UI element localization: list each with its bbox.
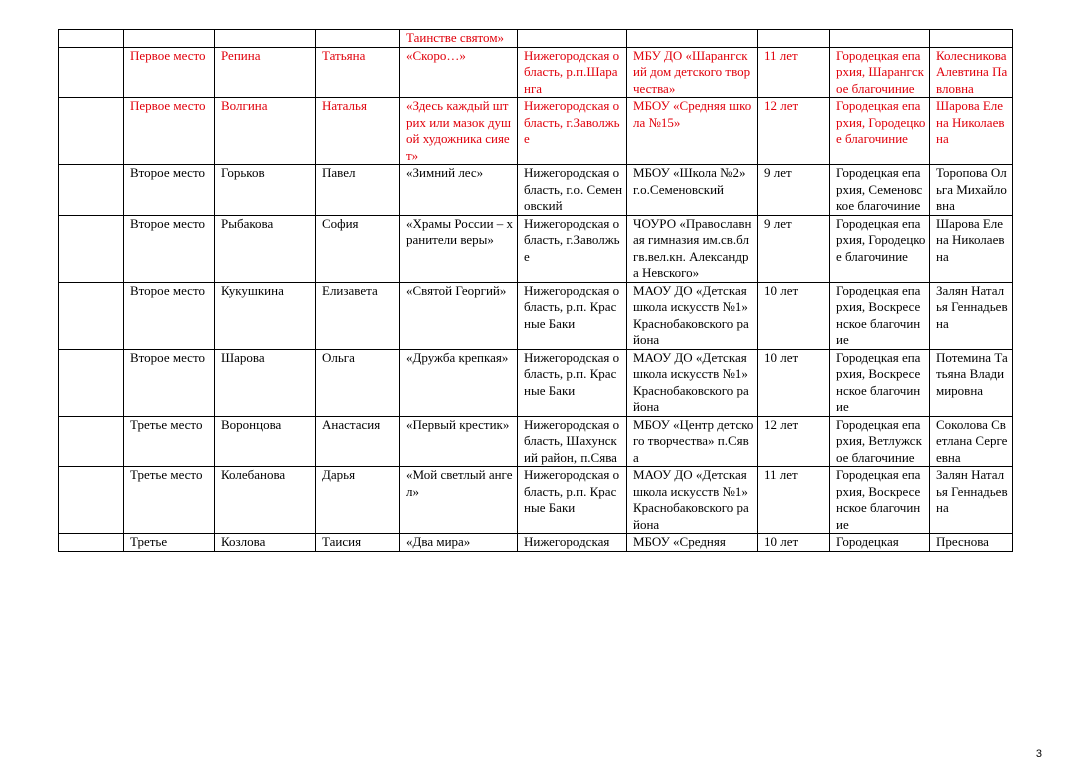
table-cell: Шарова Елена Николаевна (930, 98, 1013, 165)
table-cell (59, 165, 124, 216)
table-cell (59, 416, 124, 467)
table-body (59, 30, 1013, 552)
table-cell: Третье (124, 534, 215, 552)
table-cell (59, 534, 124, 552)
table-cell (59, 98, 124, 165)
table-cell: Нижегородская область, р.п. Красные Баки (518, 282, 627, 349)
table-cell: Рыбакова (215, 215, 316, 282)
table-cell: 10 лет (758, 534, 830, 552)
table-cell: Соколова Светлана Сергеевна (930, 416, 1013, 467)
table-cell: МБОУ «Центр детского творчества» п.Сява (627, 416, 758, 467)
table-cell: Дарья (316, 467, 400, 534)
table-cell: Городецкая (830, 534, 930, 552)
table-cell: Нижегородская область, г.Заволжье (518, 215, 627, 282)
table-cell: МБОУ «Средняя школа №15» (627, 98, 758, 165)
table-cell: Нижегородская (518, 534, 627, 552)
table-cell: «Мой светлый ангел» (400, 467, 518, 534)
table-cell: Городецкая епархия, Воскресенское благочиние (830, 467, 930, 534)
table-cell: Наталья (316, 98, 400, 165)
table-cell: Залян Наталья Геннадьевна (930, 282, 1013, 349)
table-row (59, 215, 1013, 282)
table-cell: Городецкая епархия, Городецкое благочиние (830, 215, 930, 282)
table-cell: «Святой Георгий» (400, 282, 518, 349)
table-cell (59, 47, 124, 98)
table-cell: Второе место (124, 349, 215, 416)
table-cell: «Скоро…» (400, 47, 518, 98)
table-cell: Торопова Ольга Михайловна (930, 165, 1013, 216)
table-cell: Колесникова Алевтина Павловна (930, 47, 1013, 98)
table-cell: Городецкая епархия, Ветлужское благочиние (830, 416, 930, 467)
table-cell: Павел (316, 165, 400, 216)
table-cell: 9 лет (758, 165, 830, 216)
table-row (59, 282, 1013, 349)
table-cell: Первое место (124, 98, 215, 165)
table-cell: Второе место (124, 165, 215, 216)
table-row (59, 349, 1013, 416)
table-cell: Нижегородская область, р.п.Шаранга (518, 47, 627, 98)
table-cell: Третье место (124, 416, 215, 467)
table-cell: Колебанова (215, 467, 316, 534)
table-cell: Городецкая епархия, Городецкое благочиние (830, 98, 930, 165)
table-cell: Нижегородская область, г.Заволжье (518, 98, 627, 165)
table-cell (758, 30, 830, 48)
table-cell: София (316, 215, 400, 282)
page-number: 3 (1035, 748, 1042, 760)
table-row (59, 165, 1013, 216)
table-cell: Нижегородская область, р.п. Красные Баки (518, 467, 627, 534)
table-cell: Потемина Татьяна Владимировна (930, 349, 1013, 416)
table-cell: Анастасия (316, 416, 400, 467)
table-cell (59, 30, 124, 48)
table-cell: Воронцова (215, 416, 316, 467)
table-cell: 9 лет (758, 215, 830, 282)
table-cell (830, 30, 930, 48)
table-cell: 10 лет (758, 349, 830, 416)
table-cell: Репина (215, 47, 316, 98)
table-cell: Второе место (124, 282, 215, 349)
table-cell: Городецкая епархия, Воскресенское благочиние (830, 282, 930, 349)
table-cell (59, 467, 124, 534)
table-row (59, 534, 1013, 552)
table-cell (518, 30, 627, 48)
table-cell: МАОУ ДО «Детская школа искусств №1» Краснобаковского района (627, 282, 758, 349)
table-cell: Второе место (124, 215, 215, 282)
table-cell: МБУ ДО «Шарангский дом детского творчества» (627, 47, 758, 98)
table-cell: 10 лет (758, 282, 830, 349)
table-cell (316, 30, 400, 48)
table-cell: 12 лет (758, 98, 830, 165)
table-cell: 11 лет (758, 47, 830, 98)
table-cell: Шарова (215, 349, 316, 416)
table-cell (59, 349, 124, 416)
table-cell (930, 30, 1013, 48)
table-cell: Третье место (124, 467, 215, 534)
table-cell: «Зимний лес» (400, 165, 518, 216)
table-cell (59, 215, 124, 282)
table-cell: МБОУ «Средняя (627, 534, 758, 552)
table-cell: Городецкая епархия, Шарангское благочиние (830, 47, 930, 98)
table-row (59, 416, 1013, 467)
table-row (59, 98, 1013, 165)
table-cell: МАОУ ДО «Детская школа искусств №1» Краснобаковского района (627, 467, 758, 534)
table-cell (215, 30, 316, 48)
table-cell: Ольга (316, 349, 400, 416)
table-cell: МАОУ ДО «Детская школа искусств №1» Краснобаковского района (627, 349, 758, 416)
table-cell: «Первый крестик» (400, 416, 518, 467)
table-cell: Залян Наталья Геннадьевна (930, 467, 1013, 534)
table-cell: Нижегородская область, Шахунский район, п.Сява (518, 416, 627, 467)
table-cell (59, 282, 124, 349)
table-row (59, 467, 1013, 534)
table-cell: Елизавета (316, 282, 400, 349)
table-cell: Таинстве святом» (400, 30, 518, 48)
table-cell: Волгина (215, 98, 316, 165)
table-cell: Кукушкина (215, 282, 316, 349)
table-row (59, 47, 1013, 98)
table-cell: «Два мира» (400, 534, 518, 552)
table-cell: «Здесь каждый штрих или мазок душой художника сияет» (400, 98, 518, 165)
table-cell: Горьков (215, 165, 316, 216)
table-cell: ЧОУРО «Православная гимназия им.св.блгв.вел.кн. Александра Невского» (627, 215, 758, 282)
table-cell: Шарова Елена Николаевна (930, 215, 1013, 282)
table-cell: Козлова (215, 534, 316, 552)
table-cell: Первое место (124, 47, 215, 98)
table-cell: «Храмы России – хранители веры» (400, 215, 518, 282)
table-cell: Татьяна (316, 47, 400, 98)
table-cell: Таисия (316, 534, 400, 552)
table-cell: 11 лет (758, 467, 830, 534)
table-cell (627, 30, 758, 48)
table-cell: Городецкая епархия, Семеновское благочиние (830, 165, 930, 216)
table-cell: 12 лет (758, 416, 830, 467)
table-row (59, 30, 1013, 48)
table-cell: Нижегородская область, г.о. Семеновский (518, 165, 627, 216)
table-cell: Городецкая епархия, Воскресенское благочиние (830, 349, 930, 416)
table-cell (124, 30, 215, 48)
table-cell: Преснова (930, 534, 1013, 552)
table-cell: МБОУ «Школа №2» г.о.Семеновский (627, 165, 758, 216)
table-cell: «Дружба крепкая» (400, 349, 518, 416)
table-cell: Нижегородская область, р.п. Красные Баки (518, 349, 627, 416)
awards-table (58, 29, 1013, 552)
